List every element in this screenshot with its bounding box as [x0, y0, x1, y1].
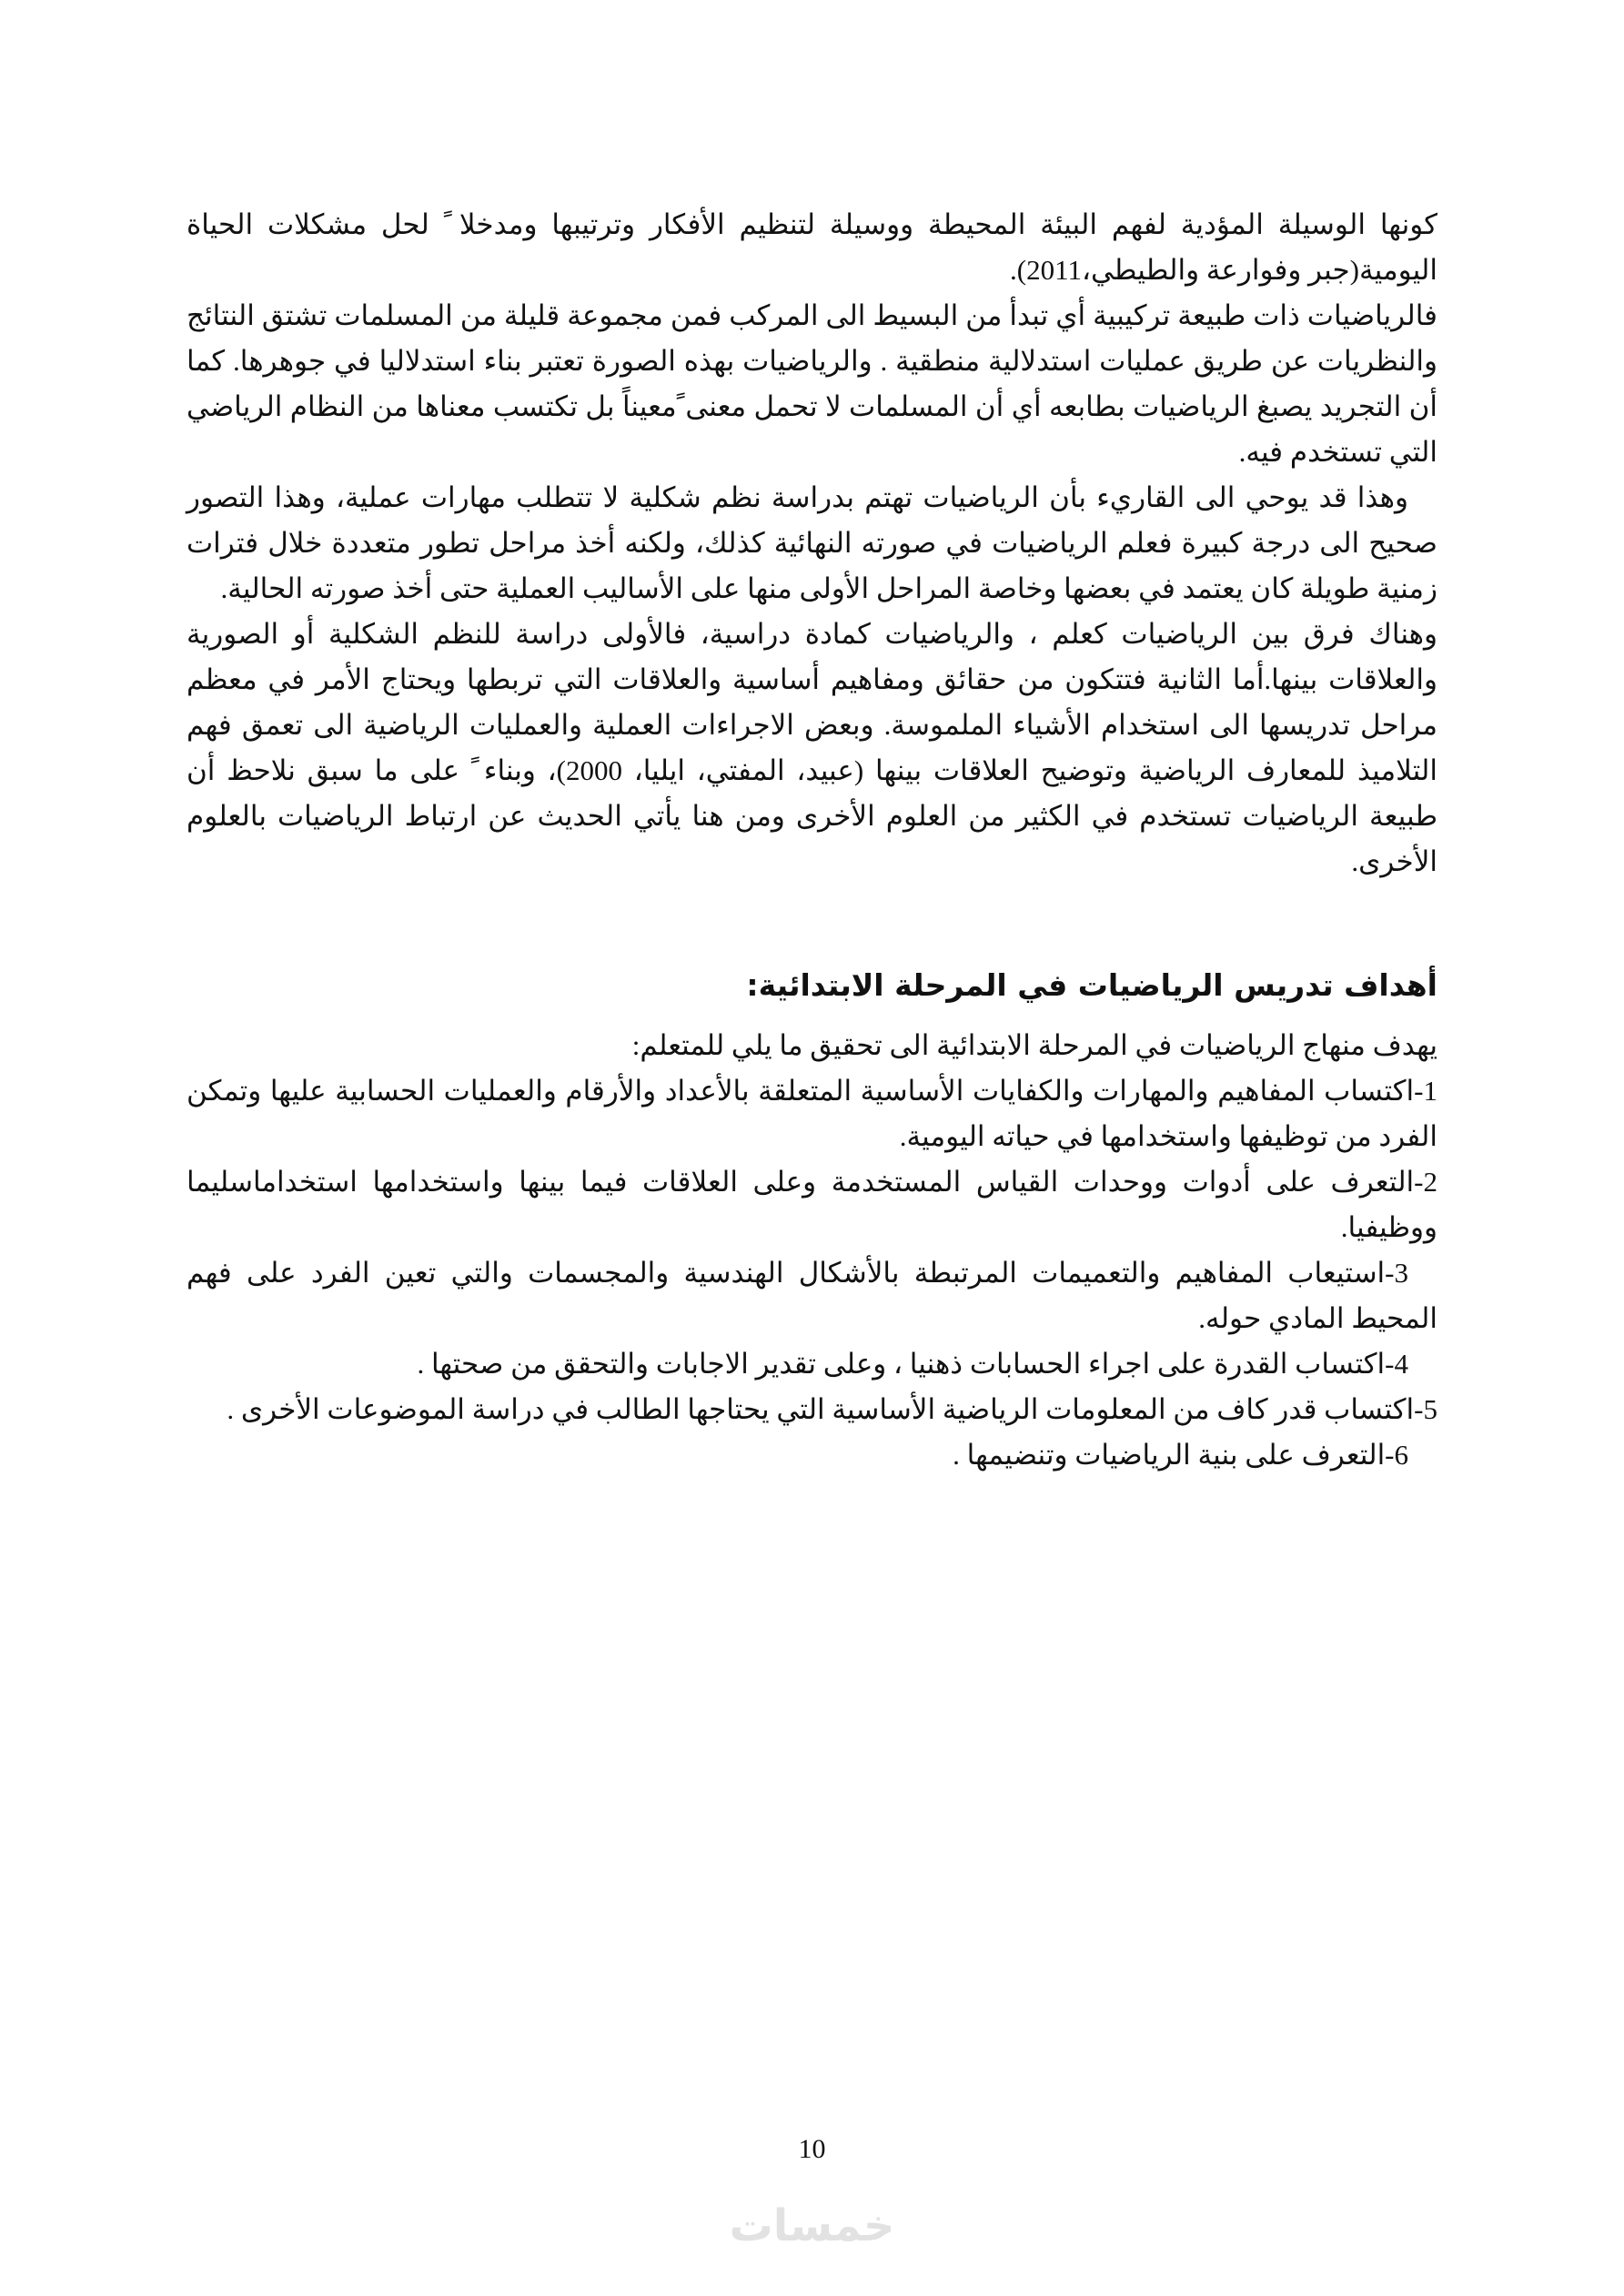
goal-item-5: 5-اكتساب قدر كاف من المعلومات الرياضية الأساسية التي يحتاجها الطالب في دراسة الموضوعات الأخرى .: [227, 1393, 1437, 1425]
paragraph-4: وهناك فرق بين الرياضيات كعلم ، والرياضيات كمادة دراسية، فالأولى دراسة للنظم الشكلية أو الصورية والعلاقات بينها.أما الثانية فتتكون من حقائق ومفاهيم أساسية والعلاقات التي تربطها ويحتاج الأمر في معظم مراحل تدريسها الى استخدام الأشياء الملموسة. وبعض الاجراءات العملية والعمليات الرياضية الى تعمق فهم التلاميذ للمعارف الرياضية وتوضيح العلاقات بينها (عبيد، المفتي، ايليا، 2000)، وبناء ً على ما سبق نلاحظ أن طبيعة الرياضيات تستخدم في الكثير من العلوم الأخرى ومن هنا يأتي الحديث عن ارتباط الرياضيات بالعلوم الأخرى.: [187, 618, 1437, 877]
section-heading: أهداف تدريس الرياضيات في المرحلة الابتدائية:: [746, 967, 1437, 1003]
goal-item-2: 2-التعرف على أدوات ووحدات القياس المستخدمة وعلى العلاقات فيما بينها واستخدامها استخداماسليما ووظيفيا.: [187, 1166, 1437, 1243]
paragraph-3: وهذا قد يوحي الى القاريء بأن الرياضيات تهتم بدراسة نظم شكلية لا تتطلب مهارات عملية، وهذا التصور صحيح الى درجة كبيرة فعلم الرياضيات في صورته النهائية كذلك، ولكنه أخذ مراحل تطور متعددة خلال فترات زمنية طويلة كان يعتمد في بعضها وخاصة المراحل الأولى منها على الأساليب العملية حتى أخذ صورته الحالية.: [187, 481, 1437, 604]
goal-item-3: 3-استيعاب المفاهيم والتعميمات المرتبطة بالأشكال الهندسية والمجسمات والتي تعين الفرد على فهم المحيط المادي حوله.: [187, 1257, 1437, 1334]
goal-item-4: 4-اكتساب القدرة على اجراء الحسابات ذهنيا ، وعلى تقدير الاجابات والتحقق من صحتها .: [417, 1348, 1408, 1380]
goal-item-6: 6-التعرف على بنية الرياضيات وتنضيمها .: [953, 1439, 1408, 1471]
goal-item-1: 1-اكتساب المفاهيم والمهارات والكفايات الأساسية المتعلقة بالأعداد والأرقام والعمليات الحسابية عليها وتمكن الفرد من توظيفها واستخدامها في حياته اليومية.: [187, 1075, 1437, 1152]
goals-intro: يهدف منهاج الرياضيات في المرحلة الابتدائية الى تحقيق ما يلي للمتعلم:: [631, 1029, 1437, 1061]
section-spacer: [187, 885, 1437, 930]
paragraph-2: فالرياضيات ذات طبيعة تركيبية أي تبدأ من البسيط الى المركب فمن مجموعة قليلة من المسلمات تشتق النتائج والنظريات عن طريق عمليات استدلالية منطقية . والرياضيات بهذه الصورة تعتبر بناء استدلاليا في جوهرها. كما أن التجريد يصبغ الرياضيات بطابعه أي أن المسلمات لا تحمل معنى ًمعيناً بل تكتسب معناها من النظام الرياضي التي تستخدم فيه.: [187, 299, 1437, 468]
watermark-logo: خمسات: [729, 2200, 895, 2251]
page-number: 10: [798, 2134, 826, 2164]
paragraph-1: كونها الوسيلة المؤدية لفهم البيئة المحيطة ووسيلة لتنظيم الأفكار وترتيبها ومدخلا ً لحل مشكلات الحياة اليومية(جبر وفوارعة والطيطي،2011).: [187, 208, 1437, 286]
page-content: [187, 202, 1437, 1478]
